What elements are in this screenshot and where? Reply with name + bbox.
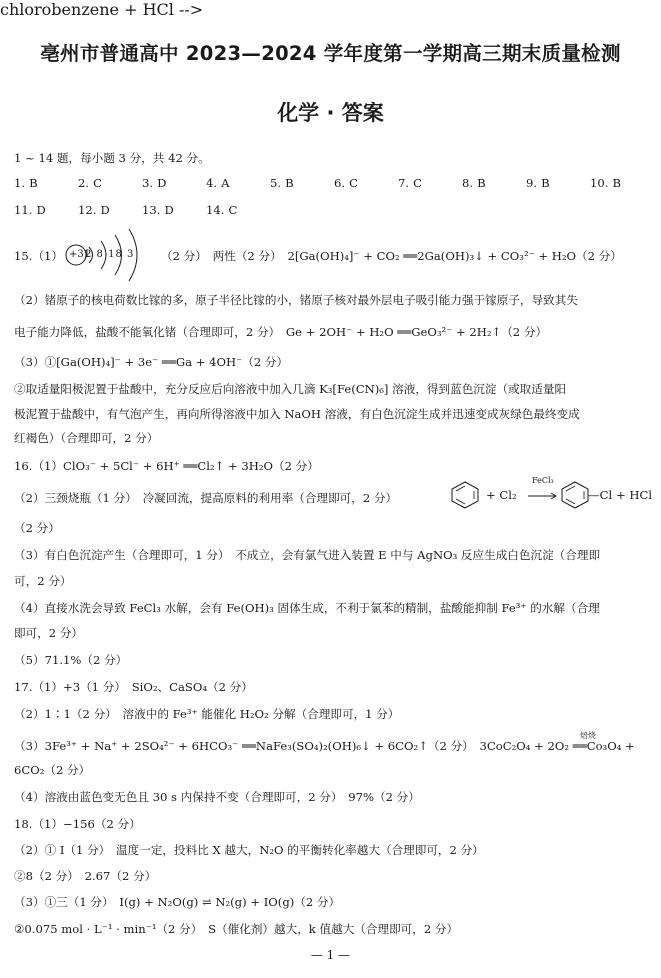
q15-line-1-rest: （2 分） 两性（2 分） 2[Ga(OH)₄]⁻ + CO₂ ══2Ga(OH)₃↓ + CO₃²⁻ + H₂O（2 分） bbox=[161, 249, 622, 263]
answer-number: 8. bbox=[462, 176, 474, 190]
answer-number: 5. bbox=[270, 176, 282, 190]
answer-choice: D bbox=[157, 176, 167, 190]
answer-choice: D bbox=[164, 203, 174, 217]
chlorination-reaction bbox=[440, 476, 655, 510]
answer-item bbox=[78, 176, 102, 190]
q16-line-4: （3）有白色沉淀产生（合理即可，1 分） 不成立，会有氯气进入装置 E 中与 AgNO₃ 反应生成白色沉淀（合理即 bbox=[14, 548, 601, 562]
answer-choice: B bbox=[29, 176, 38, 190]
answer-choice: A bbox=[221, 176, 230, 190]
q15-line-7: 红褐色）（合理即可，2 分） bbox=[14, 431, 159, 445]
atom-structure-diagram bbox=[63, 247, 161, 263]
q15-line-3: 电子能力降低，盐酸不能氧化锗（合理即可，2 分） Ge + 2OH⁻ + H₂O ══GeO₃²⁻ + 2H₂↑（2 分） bbox=[14, 325, 548, 339]
answer-item bbox=[78, 203, 110, 217]
q17-line-3: （3）3Fe³⁺ + Na⁺ + 2SO₄²⁻ + 6HCO₃⁻ ══NaFe₃(SO₄)₂(OH)₆↓ + 6CO₂↑（2 分） 3CoC₂O₄ + 2O₂ ══Co₃O₄ + bbox=[14, 739, 635, 753]
q16-line-2 bbox=[14, 490, 397, 506]
answer-choice: C bbox=[93, 176, 102, 190]
q15-line-5: ②取适量阳极泥置于盐酸中，充分反应后向溶液中加入几滴 K₃[Fe(CN)₆] 溶液，得到蓝色沉淀（或取适量阳 bbox=[14, 382, 567, 396]
roasting-condition: 焙烧 bbox=[580, 731, 596, 740]
q15-line-4: （3）①[Ga(OH)₄]⁻ + 3e⁻ ══Ga + 4OH⁻（2 分） bbox=[14, 355, 289, 369]
reactant-chlorine: + Cl₂ bbox=[486, 488, 517, 502]
answer-item bbox=[142, 203, 174, 217]
answer-number: 4. bbox=[206, 176, 218, 190]
answer-number: 12. bbox=[78, 203, 97, 217]
answer-item bbox=[590, 176, 621, 190]
answer-number: 11. bbox=[14, 203, 33, 217]
answer-choice: B bbox=[612, 176, 621, 190]
q16-line-5: 可，2 分） bbox=[14, 574, 72, 588]
answer-item bbox=[14, 203, 46, 217]
q18-line-2: （2）① Ⅰ（1 分） 温度一定，投料比 X 越大，N₂O 的平衡转化率越大（合理即可，2 分） bbox=[14, 843, 484, 857]
section-intro: 1 ~ 14 题，每小题 3 分，共 42 分。 bbox=[14, 151, 210, 165]
q16-line-3: （2 分） bbox=[14, 521, 60, 535]
q16-line-2-text: （2）三颈烧瓶（1 分） 冷凝回流，提高原料的利用率（合理即可，2 分） bbox=[14, 491, 398, 505]
q15-line-6: 极泥置于盐酸中，有气泡产生，再向所得溶液中加入 NaOH 溶液，有白色沉淀生成并迅速变成灰绿色最终变成 bbox=[14, 407, 580, 421]
answer-choice: D bbox=[36, 203, 46, 217]
answer-choice: C bbox=[228, 203, 238, 217]
q15-prefix: 15.（1） bbox=[14, 249, 64, 263]
q18-line-5: ②0.075 mol · L⁻¹ · min⁻¹（2 分） S（催化剂）越大，k 值越大（合理即可，2 分） bbox=[14, 922, 459, 936]
q17-line-2: （2）1∶1（2 分） 溶液中的 Fe³⁺ 能催化 H₂O₂ 分解（合理即可，1 分） bbox=[14, 707, 400, 721]
answer-item bbox=[206, 203, 237, 217]
page-title: 亳州市普通高中 2023—2024 学年度第一学期高三期末质量检测 bbox=[40, 42, 621, 65]
answer-choice: D bbox=[100, 203, 110, 217]
answer-choice: C bbox=[349, 176, 358, 190]
answer-number: 7. bbox=[398, 176, 410, 190]
chloro-substituent: —Cl bbox=[588, 488, 613, 502]
reaction-arrow-icon bbox=[528, 492, 558, 500]
page-number: — 1 — bbox=[310, 948, 351, 962]
answer-choice: B bbox=[541, 176, 550, 190]
q15-line-1 bbox=[14, 247, 622, 264]
answer-choice: B bbox=[285, 176, 294, 190]
answer-number: 9. bbox=[526, 176, 538, 190]
answer-number: 3. bbox=[142, 176, 154, 190]
answer-number: 2. bbox=[78, 176, 90, 190]
answer-item bbox=[206, 176, 229, 190]
q18-line-1: 18.（1）−156（2 分） bbox=[14, 817, 141, 831]
answer-number: 14. bbox=[206, 203, 225, 217]
q15-line-2: （2）锗原子的核电荷数比镓的多，原子半径比镓的小，锗原子核对最外层电子吸引能力强于镓原子，导致其失 bbox=[14, 293, 578, 307]
page-subtitle: 化学 · 答案 bbox=[277, 101, 384, 125]
catalyst-label: FeCl₃ bbox=[532, 476, 554, 485]
atom-shells: 2 8 18 3 bbox=[85, 249, 135, 260]
answer-item bbox=[398, 176, 422, 190]
answer-item bbox=[270, 176, 294, 190]
atom-nucleus: +31 bbox=[69, 249, 91, 260]
q16-line-1: 16.（1）ClO₃⁻ + 5Cl⁻ + 6H⁺ ══Cl₂↑ + 3H₂O（2 分） bbox=[14, 459, 319, 473]
product-hcl: + HCl bbox=[616, 488, 653, 502]
benzene-ring-icon bbox=[448, 480, 482, 510]
answer-item bbox=[142, 176, 166, 190]
answer-item bbox=[462, 176, 486, 190]
q16-line-8: （5）71.1%（2 分） bbox=[14, 653, 128, 667]
q17-line-5: （4）溶液由蓝色变无色且 30 s 内保持不变（合理即可，2 分） 97%（2 分） bbox=[14, 790, 420, 804]
q17-line-1: 17.（1）+3（1 分） SiO₂、CaSO₄（2 分） bbox=[14, 680, 253, 694]
answer-number: 13. bbox=[142, 203, 161, 217]
answer-item bbox=[334, 176, 358, 190]
answer-item bbox=[14, 176, 38, 190]
q16-line-6: （4）直接水洗会导致 FeCl₃ 水解，会有 Fe(OH)₃ 固体生成，不利于氯苯的精制，盐酸能抑制 Fe³⁺ 的水解（合理 bbox=[14, 601, 600, 615]
chlorobenzene-ring-icon bbox=[558, 480, 592, 510]
answer-number: 6. bbox=[334, 176, 346, 190]
q18-line-4: （3）①三（1 分） I(g) + N₂O(g) ⇌ N₂(g) + IO(g)（2 分） bbox=[14, 895, 341, 909]
answer-number: 1. bbox=[14, 176, 26, 190]
answer-number: 10. bbox=[590, 176, 609, 190]
q17-line-4: 6CO₂（2 分） bbox=[14, 763, 91, 777]
answer-item bbox=[526, 176, 550, 190]
answer-choice: C bbox=[413, 176, 422, 190]
q18-line-3: ②8（2 分） 2.67（2 分） bbox=[14, 869, 157, 883]
q16-line-7: 即可，2 分） bbox=[14, 626, 84, 640]
answer-choice: B bbox=[477, 176, 486, 190]
